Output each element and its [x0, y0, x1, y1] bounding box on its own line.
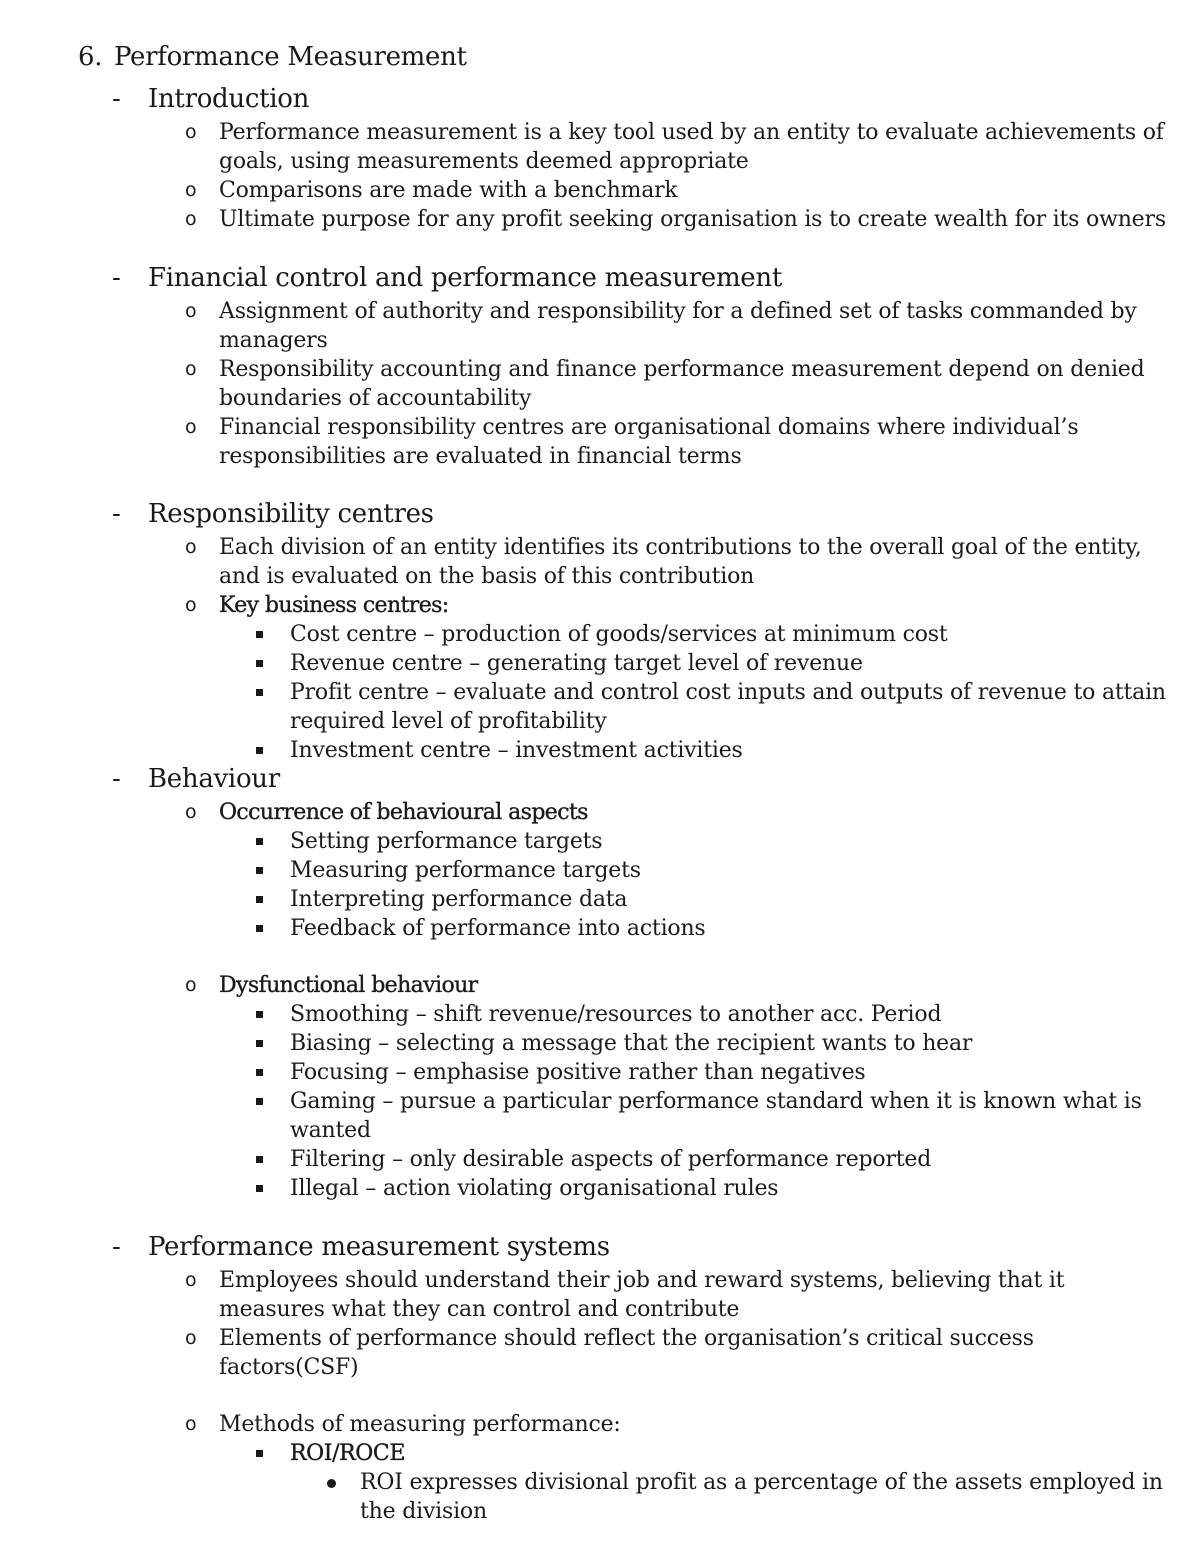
- list-item: Investment centre – investment activities: [0, 736, 1170, 765]
- list-item: ROI expresses divisional profit as a percentage of the assets employed in the division: [0, 1468, 1170, 1526]
- circle-bullet: o: [185, 121, 197, 143]
- circle-bullet: o: [185, 179, 197, 201]
- list-item: Measuring performance targets: [0, 856, 1170, 885]
- list-item: o Comparisons are made with a benchmark: [185, 178, 678, 203]
- square-bullet: [256, 925, 263, 932]
- heading-text: Responsibility centres: [148, 499, 434, 529]
- roi-roce-item: ROI/ROCE ROI expresses divisional profit as a percentage of the assets employed in the division: [0, 1439, 1170, 1526]
- list-item: Interpreting performance data: [0, 885, 1170, 914]
- sub-bullet-list: [219, 620, 1170, 765]
- square-bullet: [256, 631, 263, 638]
- section-heading: [0, 495, 1200, 533]
- dash-marker: -: [112, 764, 121, 794]
- dash-marker: -: [112, 1232, 121, 1262]
- dash-marker: -: [112, 499, 121, 529]
- square-bullet: [256, 867, 263, 874]
- section-number: 6.: [78, 42, 103, 72]
- list-item: Smoothing – shift revenue/resources to another acc. Period: [0, 1000, 1170, 1029]
- circle-bullet: o: [185, 358, 197, 380]
- list-item: Gaming – pursue a particular performance standard when it is known what is wanted: [0, 1087, 1170, 1145]
- square-bullet: [256, 838, 263, 845]
- bullet-list: [0, 118, 1200, 234]
- square-bullet: [256, 689, 263, 696]
- circle-bullet: o: [185, 208, 197, 230]
- sub-bullet-list: [219, 1439, 1170, 1526]
- heading-text: Behaviour: [148, 764, 280, 794]
- square-bullet: [256, 1098, 263, 1105]
- circle-bullet: o: [185, 1413, 197, 1435]
- list-item: o Performance measurement is a key tool used by an entity to evaluate achievements of goals, using measurements deemed appropriate: [185, 120, 1164, 174]
- section-heading: [0, 1228, 1200, 1266]
- title-text: Performance Measurement: [114, 42, 467, 72]
- square-bullet: [256, 660, 263, 667]
- list-item: Feedback of performance into actions: [0, 914, 1170, 943]
- circle-bullet: o: [185, 801, 197, 823]
- bullet-list: [0, 798, 1200, 1203]
- square-bullet: [256, 1069, 263, 1076]
- section-introduction: [0, 80, 1200, 234]
- section-behaviour: [0, 760, 1200, 1203]
- square-bullet: [256, 1185, 263, 1192]
- square-bullet: [256, 1011, 263, 1018]
- list-item: o Responsibility accounting and finance performance measurement depend on denied boundaries of accountability: [185, 357, 1145, 411]
- circle-bullet: o: [185, 416, 197, 438]
- section-heading: [0, 259, 1200, 297]
- square-bullet: [256, 1156, 263, 1163]
- dot-bullet: [327, 1479, 336, 1488]
- list-item: Revenue centre – generating target level of revenue: [0, 649, 1170, 678]
- bullet-list: [0, 1266, 1200, 1526]
- square-bullet: [256, 1450, 263, 1457]
- bullet-list: [0, 297, 1200, 471]
- section-heading: [0, 80, 1200, 118]
- list-item: o Each division of an entity identifies its contributions to the overall goal of the entity, and is evaluated on the basis of this contribution: [185, 535, 1142, 589]
- list-item: o Employees should understand their job and reward systems, believing that it measures what they can control and contribute: [185, 1268, 1065, 1322]
- heading-text: Financial control and performance measurement: [148, 263, 782, 293]
- circle-bullet: o: [185, 1269, 197, 1291]
- sub-bullet-list: [219, 827, 1170, 943]
- square-bullet: [256, 1040, 263, 1047]
- list-item: o Assignment of authority and responsibility for a defined set of tasks commanded by managers: [185, 299, 1137, 353]
- bullet-list: [0, 533, 1200, 765]
- circle-bullet: o: [185, 974, 197, 996]
- dysfunctional-behaviour: o Dysfunctional behaviour Smoothing – shift revenue/resources to another acc. Period Biasing – selecting a message that the recipient wants to hear Focusing – emphasise positive rather than negatives Gaming – pursue a particular performance standard when it is known what is wanted Filtering – only desirable aspects of performance reported Illegal – action violating organisational rules: [0, 971, 1200, 1203]
- methods-of-measuring-performance: o Methods of measuring performance: ROI/ROCE ROI expresses divisional profit as a percentage of the assets employed in the division: [0, 1410, 1200, 1526]
- square-bullet: [256, 747, 263, 754]
- sub-sub-bullet-list: [290, 1468, 1170, 1526]
- list-item: o Ultimate purpose for any profit seeking organisation is to create wealth for its owners: [185, 207, 1166, 232]
- list-item: Setting performance targets: [0, 827, 1170, 856]
- occurrence-of-behavioural-aspects: o Occurrence of behavioural aspects Setting performance targets Measuring performance targets Interpreting performance data Feedback of performance into actions: [0, 798, 1200, 943]
- section-financial-control: [0, 259, 1200, 471]
- list-item: o Financial responsibility centres are organisational domains where individual’s responsibilities are evaluated in financial terms: [185, 415, 1079, 469]
- heading-text: Performance measurement systems: [148, 1232, 610, 1262]
- list-item: Illegal – action violating organisational rules: [0, 1174, 1170, 1203]
- list-item: Filtering – only desirable aspects of performance reported: [0, 1145, 1170, 1174]
- list-item: Cost centre – production of goods/services at minimum cost: [0, 620, 1170, 649]
- section-heading: [0, 760, 1200, 798]
- circle-bullet: o: [185, 1327, 197, 1349]
- page-title: [78, 40, 467, 74]
- list-item: Profit centre – evaluate and control cost inputs and outputs of revenue to attain required level of profitability: [0, 678, 1170, 736]
- dash-marker: -: [112, 84, 121, 114]
- sub-bullet-list: [219, 1000, 1170, 1203]
- key-business-centres: o Key business centres: Cost centre – production of goods/services at minimum cost Revenue centre – generating target level of revenue Profit centre – evaluate and control cost inputs and outputs of revenue to attain required level of profitability Investment centre – investment activities: [0, 591, 1200, 765]
- list-item: Biasing – selecting a message that the recipient wants to hear: [0, 1029, 1170, 1058]
- heading-text: Introduction: [148, 84, 310, 114]
- list-item: Focusing – emphasise positive rather than negatives: [0, 1058, 1170, 1087]
- list-item: o Elements of performance should reflect the organisation’s critical success factors(CSF): [185, 1326, 1034, 1380]
- section-performance-measurement-systems: [0, 1228, 1200, 1526]
- circle-bullet: o: [185, 300, 197, 322]
- circle-bullet: o: [185, 594, 197, 616]
- section-responsibility-centres: [0, 495, 1200, 765]
- dash-marker: -: [112, 263, 121, 293]
- circle-bullet: o: [185, 536, 197, 558]
- square-bullet: [256, 896, 263, 903]
